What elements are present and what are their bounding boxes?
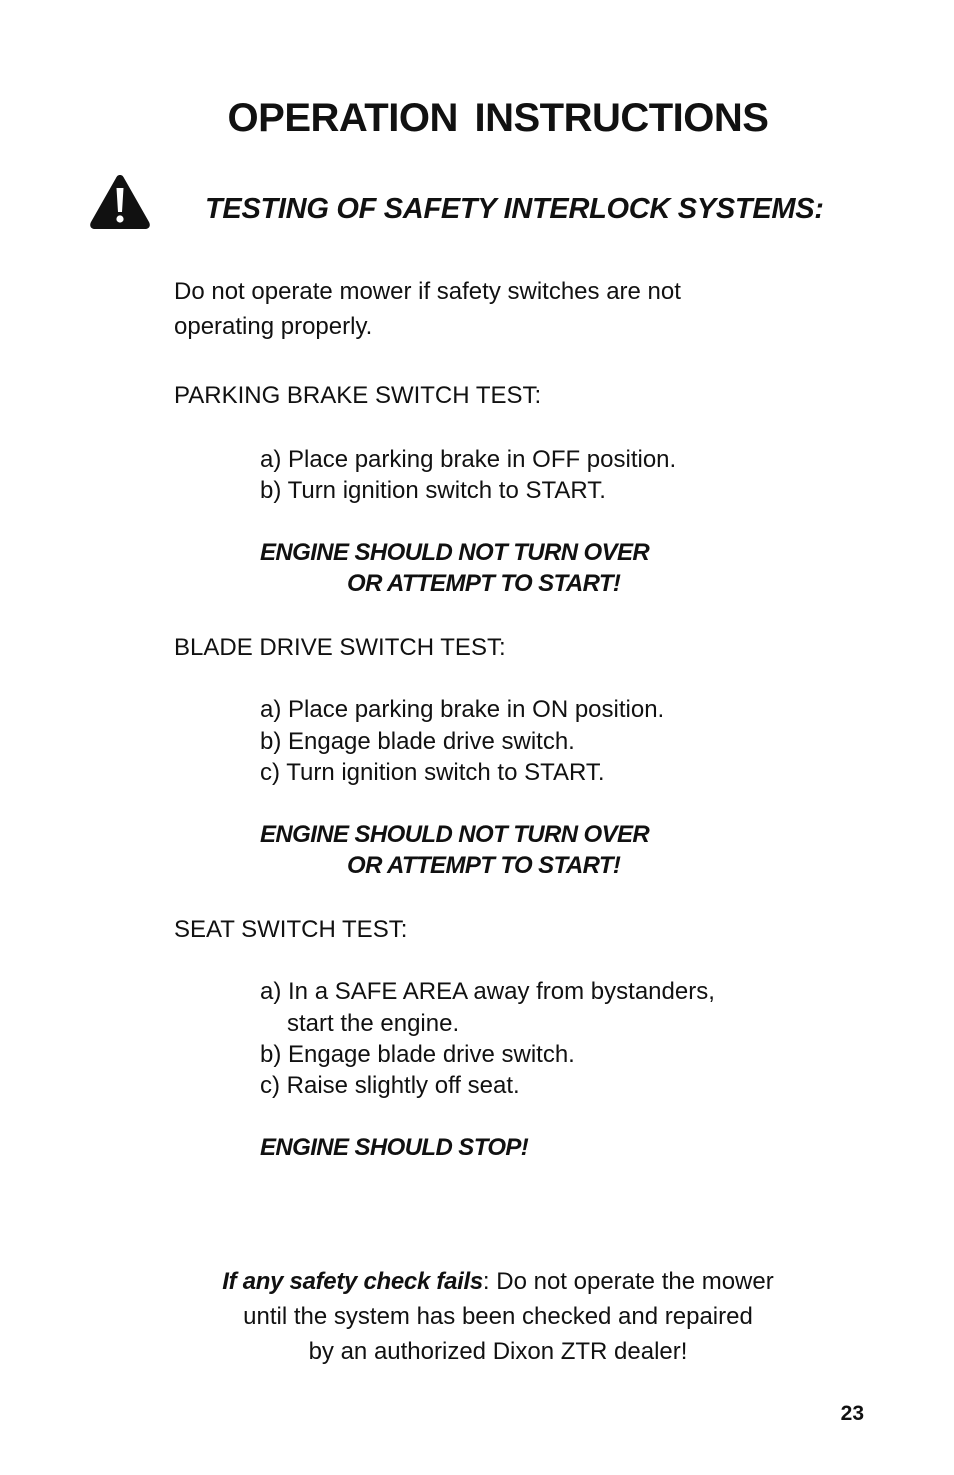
parking-step-a: a) Place parking brake in OFF position. (260, 446, 677, 473)
seat-step-c: c) Raise slightly off seat. (260, 1072, 520, 1099)
parking-step-b: b) Turn ignition switch to START. (260, 477, 606, 504)
warning-triangle-icon (88, 172, 152, 230)
page-number: 23 (840, 1402, 864, 1425)
seat-step-a-line-2: start the engine. (287, 1010, 460, 1037)
blade-step-a: a) Place parking brake in ON position. (260, 696, 665, 723)
parking-alert-line-2: OR ATTEMPT TO START! (347, 570, 621, 597)
blade-step-c: c) Turn ignition switch to START. (260, 759, 605, 786)
footer-line-1 (0, 1268, 954, 1296)
footer-line-2: until the system has been checked and repaired (243, 1303, 753, 1330)
intro-line-2: operating properly. (174, 313, 373, 340)
seat-alert: ENGINE SHOULD STOP! (260, 1134, 529, 1161)
footer-line-3: by an authorized Dixon ZTR dealer! (308, 1338, 688, 1365)
section-subtitle: TESTING OF SAFETY INTERLOCK SYSTEMS: (205, 193, 824, 225)
blade-drive-heading: BLADE DRIVE SWITCH TEST: (174, 634, 506, 661)
parking-brake-heading: PARKING BRAKE SWITCH TEST: (174, 382, 542, 409)
blade-alert-line-1: ENGINE SHOULD NOT TURN OVER (260, 821, 650, 848)
seat-step-b: b) Engage blade drive switch. (260, 1041, 575, 1068)
intro-line-1: Do not operate mower if safety switches are not (174, 278, 681, 305)
blade-alert-line-2: OR ATTEMPT TO START! (347, 852, 621, 879)
page-title: OPERATION INSTRUCTIONS (227, 96, 769, 140)
footer-lead-rest: : Do not operate the mower (482, 1268, 774, 1295)
parking-alert-line-1: ENGINE SHOULD NOT TURN OVER (260, 539, 650, 566)
seat-step-a-line-1: a) In a SAFE AREA away from bystanders, (260, 978, 715, 1005)
footer-bold-lead: If any safety check fails (222, 1268, 483, 1295)
blade-step-b: b) Engage blade drive switch. (260, 728, 575, 755)
seat-switch-heading: SEAT SWITCH TEST: (174, 916, 408, 943)
